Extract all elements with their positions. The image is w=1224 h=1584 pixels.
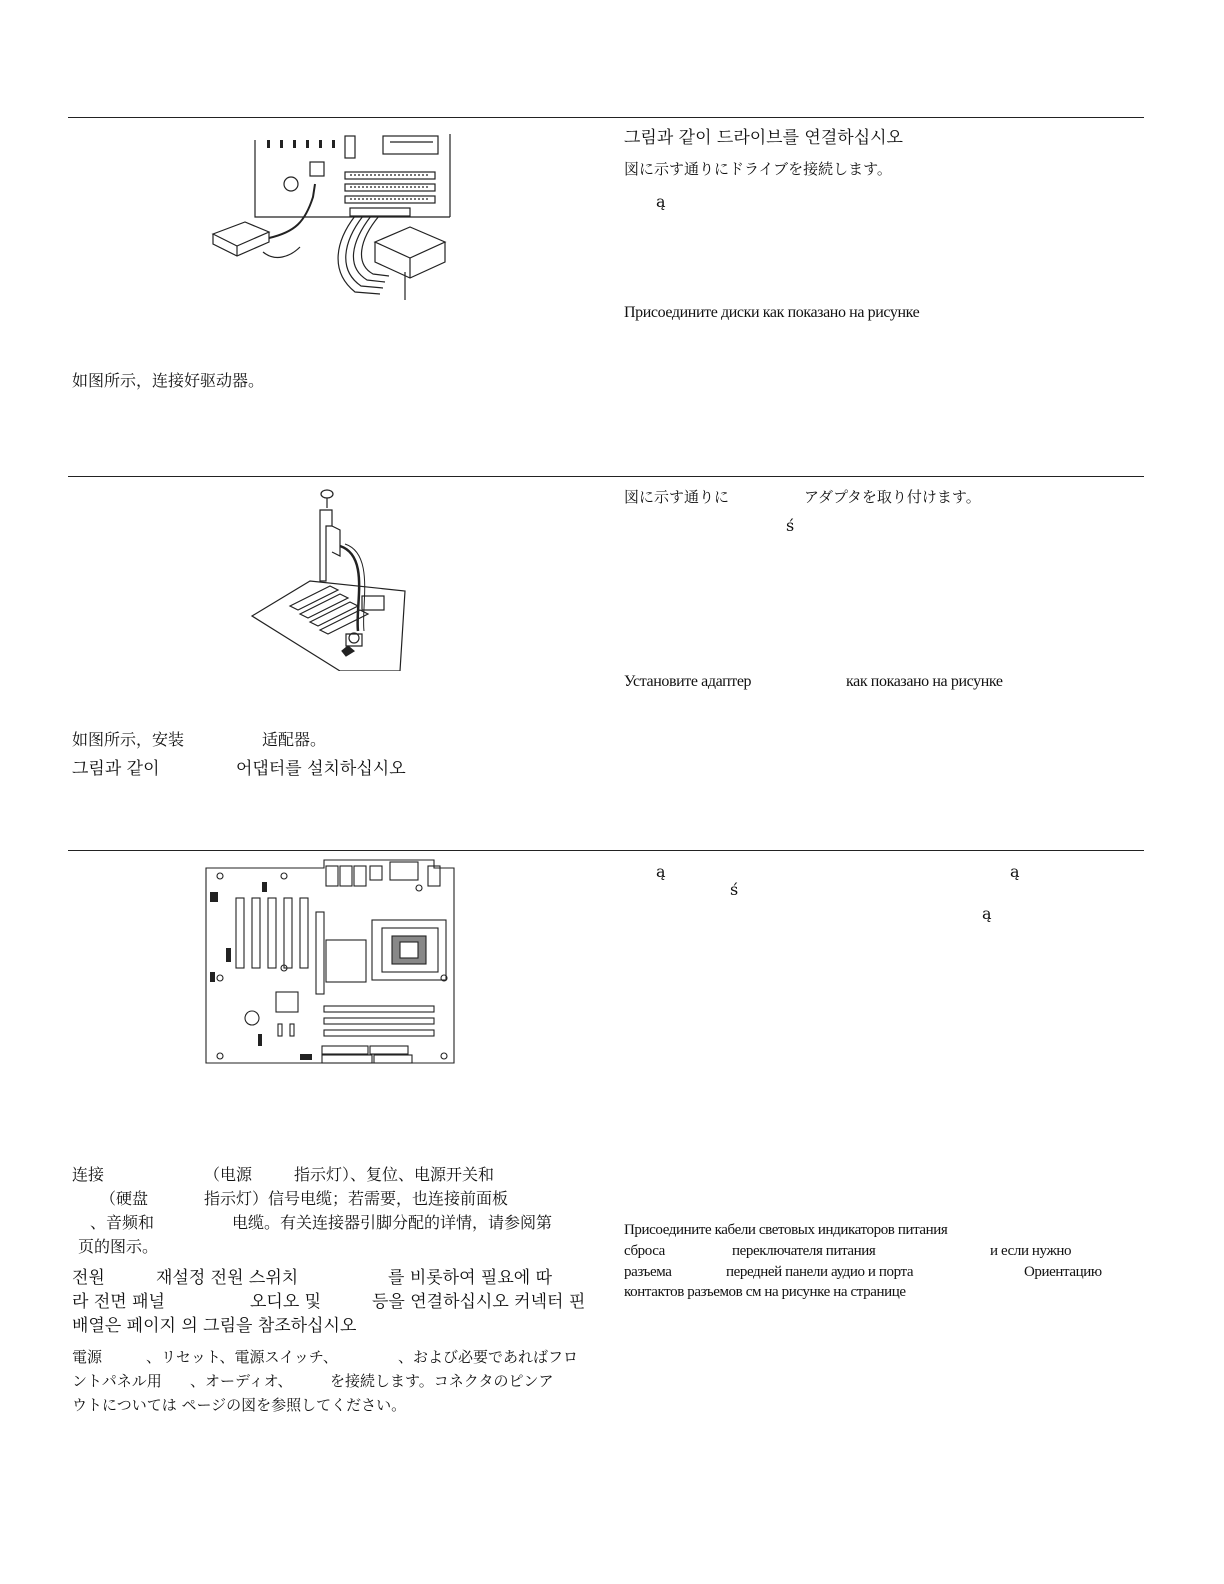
- section2-japanese-text-a: 図に示す通りに: [624, 488, 730, 506]
- section3-russian-line3-a: разъема: [624, 1264, 672, 1280]
- section3-japanese-line1-c: 、および必要であればフロ: [398, 1348, 579, 1366]
- section3-korean-line2-b: 오디오 및: [250, 1292, 322, 1312]
- section3-russian-line3-b: передней панели аудио и порта: [726, 1264, 914, 1280]
- section3-chinese-line2-b: 指示灯）信号电缆；若需要，也连接前面板: [204, 1189, 509, 1208]
- section3-japanese-line1-b: 、リセット、電源スイッチ、: [146, 1348, 338, 1366]
- section3-polish-fragment-1: ą: [656, 862, 666, 881]
- section1-japanese-text: 図に示す通りにドライブを接続します。: [624, 160, 892, 178]
- section3-russian-line2-a: сброса: [624, 1243, 665, 1259]
- section1-polish-fragment: ą: [656, 192, 666, 211]
- section2-korean-text-b: 어댑터를 설치하십시오: [236, 759, 406, 779]
- section-divider-3: [68, 850, 1144, 851]
- section3-korean-line2-a: 라 전면 패널: [72, 1292, 165, 1312]
- section3-japanese-line3: ウトについては ページの図を参照してください。: [72, 1396, 407, 1414]
- section2-japanese-text-b: アダプタを取り付けます。: [804, 488, 981, 506]
- section2-korean-text-a: 그림과 같이: [72, 759, 160, 779]
- section3-chinese-line1-a: 连接: [72, 1165, 105, 1184]
- section1-russian-text: Присоедините диски как показано на рисунке: [624, 304, 920, 321]
- section3-japanese-line2-b: 、オーディオ、: [190, 1372, 293, 1390]
- section3-chinese-line1-c: 指示灯）、复位、电源开关和: [294, 1165, 495, 1184]
- section3-polish-fragment-2: ą: [1010, 862, 1020, 881]
- section3-chinese-line1-b: （电源: [204, 1165, 253, 1184]
- section3-chinese-line3-b: 电缆。有关连接器引脚分配的详情，请参阅第: [232, 1213, 553, 1232]
- section2-chinese-text-b: 适配器。: [262, 730, 327, 749]
- section2-russian-text-b: как показано на рисунке: [846, 673, 1003, 690]
- drive-connection-figure: [205, 122, 455, 310]
- section3-korean-line1-a: 전원: [72, 1268, 105, 1288]
- section3-korean-line1-c: 를 비롯하여 필요에 따: [388, 1268, 553, 1288]
- section1-korean-text: 그림과 같이 드라이브를 연결하십시오: [624, 128, 903, 148]
- section1-chinese-text: 如图所示，连接好驱动器。: [72, 371, 265, 390]
- section3-polish-fragment-4: ą: [982, 904, 992, 923]
- section-divider-2: [68, 476, 1144, 477]
- section3-chinese-line2-a: （硬盘: [100, 1189, 149, 1208]
- section-divider-1: [68, 117, 1144, 118]
- section3-chinese-line3-a: 、音频和: [90, 1213, 155, 1232]
- section3-chinese-line4: 页的图示。: [78, 1237, 159, 1256]
- section3-russian-line4: контактов разъемов см на рисунке на странице: [624, 1284, 906, 1300]
- section3-russian-line1: Присоедините кабели световых индикаторов питания: [624, 1222, 948, 1238]
- section3-japanese-line2-a: ントパネル用: [72, 1372, 162, 1390]
- adapter-card-figure: [250, 486, 410, 671]
- section3-russian-line3-c: Ориентацию: [1024, 1264, 1102, 1280]
- section3-korean-line1-b: 재설정 전원 스위치: [156, 1268, 299, 1288]
- section3-russian-line2-c: и если нужно: [990, 1243, 1072, 1259]
- section2-chinese-text-a: 如图所示，安装: [72, 730, 185, 749]
- motherboard-layout-figure: [204, 858, 456, 1066]
- section3-japanese-line1-a: 電源: [72, 1348, 103, 1366]
- section3-russian-line2-b: переключателя питания: [732, 1243, 876, 1259]
- section3-korean-line3: 배열은 페이지 의 그림을 참조하십시오: [72, 1316, 357, 1336]
- section2-russian-text-a: Установите адаптер: [624, 673, 752, 690]
- section3-japanese-line2-c: を接続します。コネクタのピンア: [330, 1372, 554, 1390]
- section2-polish-fragment: ś: [786, 516, 795, 535]
- section3-polish-fragment-3: ś: [730, 880, 739, 899]
- section3-korean-line2-c: 등을 연결하십시오 커넥터 핀: [372, 1292, 586, 1312]
